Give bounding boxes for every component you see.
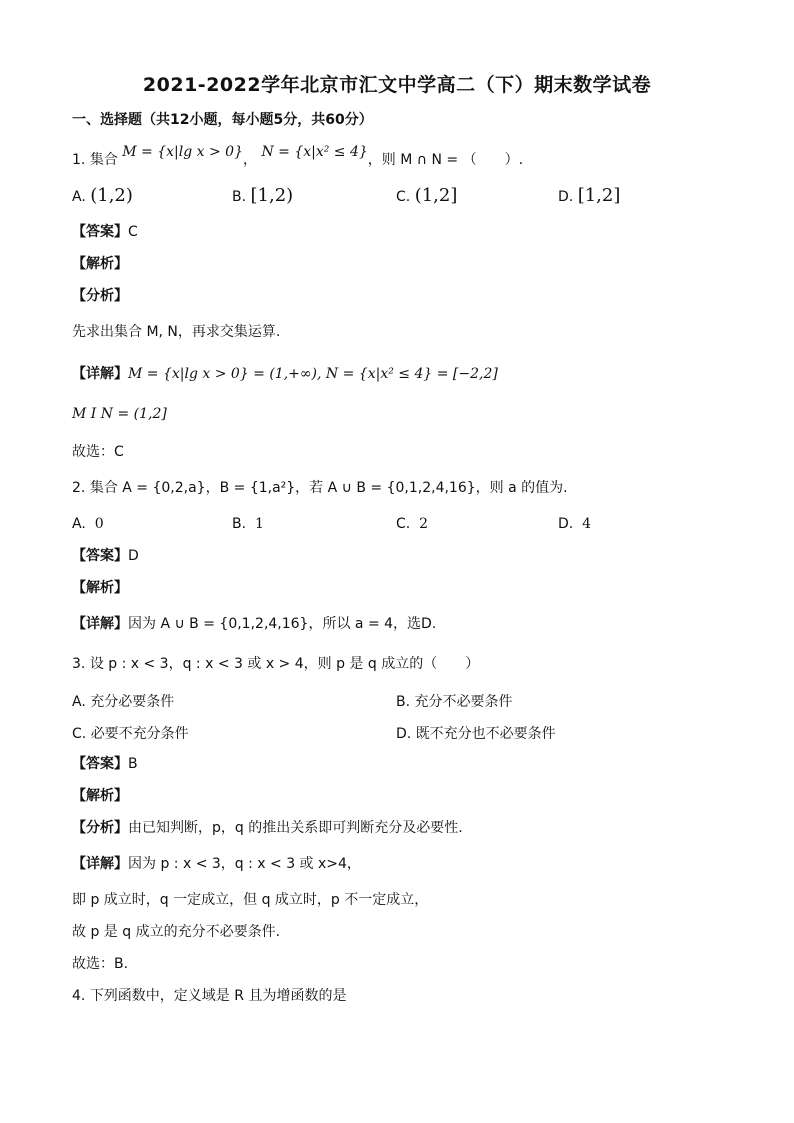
q1-option-c: C. (1,2] (396, 185, 458, 206)
set-n: N = {x|x² ≤ 4} (261, 144, 368, 160)
q2-analysis-label: 【解析】 (72, 580, 128, 596)
q1-fenxi-label: 【分析】 (72, 288, 128, 304)
q3-detail: 【详解】因为 p : x < 3，q : x < 3 或 x>4， (72, 856, 361, 872)
q2-option-d: D. 4 (558, 516, 592, 532)
q2-detail: 【详解】因为 A ∪ B = {0,1,2,4,16}，所以 a = 4，选D. (72, 616, 437, 632)
page-title: 2021-2022学年北京市汇文中学高二（下）期末数学试卷 (142, 74, 652, 96)
q2-option-c: C. 2 (396, 516, 429, 532)
question-3-stem: 3. 设 p : x < 3，q : x < 3 或 x > 4，则 p 是 q 成立的（ ） (72, 656, 480, 672)
q3-conclusion: 故选：B. (72, 956, 129, 972)
q3-option-c: C. 必要不充分条件 (72, 726, 189, 742)
q2-answer: 【答案】D (72, 548, 139, 564)
q1-option-a: A. (1,2) (72, 185, 133, 206)
q1-option-d: D. [1,2] (558, 185, 621, 206)
set-m: M = {x|lg x > 0} (122, 144, 243, 160)
q1-conclusion: 故选：C (72, 444, 124, 460)
q1-result: M I N = (1,2] (72, 406, 167, 422)
q3-option-a: A. 充分必要条件 (72, 694, 175, 710)
q3-detail-line2: 即 p 成立时，q 一定成立，但 q 成立时，p 不一定成立， (72, 892, 429, 908)
q3-detail-line3: 故 p 是 q 成立的充分不必要条件. (72, 924, 281, 940)
q1-fenxi-text: 先求出集合 M, N，再求交集运算. (72, 324, 281, 340)
question-1-stem (72, 144, 524, 170)
q2-option-a: A. 0 (72, 516, 104, 532)
question-4-stem: 4. 下列函数中，定义域是 R 且为增函数的是 (72, 988, 347, 1004)
question-prefix: 集合 (89, 152, 118, 168)
q2-option-b: B. 1 (232, 516, 264, 532)
q1-answer: 【答案】C (72, 224, 138, 240)
question-2-stem: 2. 集合 A = {0,2,a}，B = {1,a²}，若 A ∪ B = {0,1,2,4,16}，则 a 的值为. (72, 480, 568, 496)
question-number: 1. (72, 152, 86, 168)
q1-analysis-label: 【解析】 (72, 256, 128, 272)
q1-option-b: B. [1,2) (232, 185, 294, 206)
q3-option-d: D. 既不充分也不必要条件 (396, 726, 556, 742)
q3-analysis-label: 【解析】 (72, 788, 128, 804)
q1-detail: 【详解】M = {x|lg x > 0} = (1,+∞), N = {x|x² ≤ 4} = [−2,2] (72, 366, 498, 382)
q3-answer: 【答案】B (72, 756, 138, 772)
q3-option-b: B. 充分不必要条件 (396, 694, 513, 710)
q3-fenxi: 【分析】由已知判断，p，q 的推出关系即可判断充分及必要性. (72, 820, 463, 836)
question-ask: ，则 M ∩ N = （ ）. (367, 152, 524, 168)
separator: ， (242, 152, 257, 168)
section-heading: 一、选择题（共12小题，每小题5分，共60分） (72, 112, 373, 128)
